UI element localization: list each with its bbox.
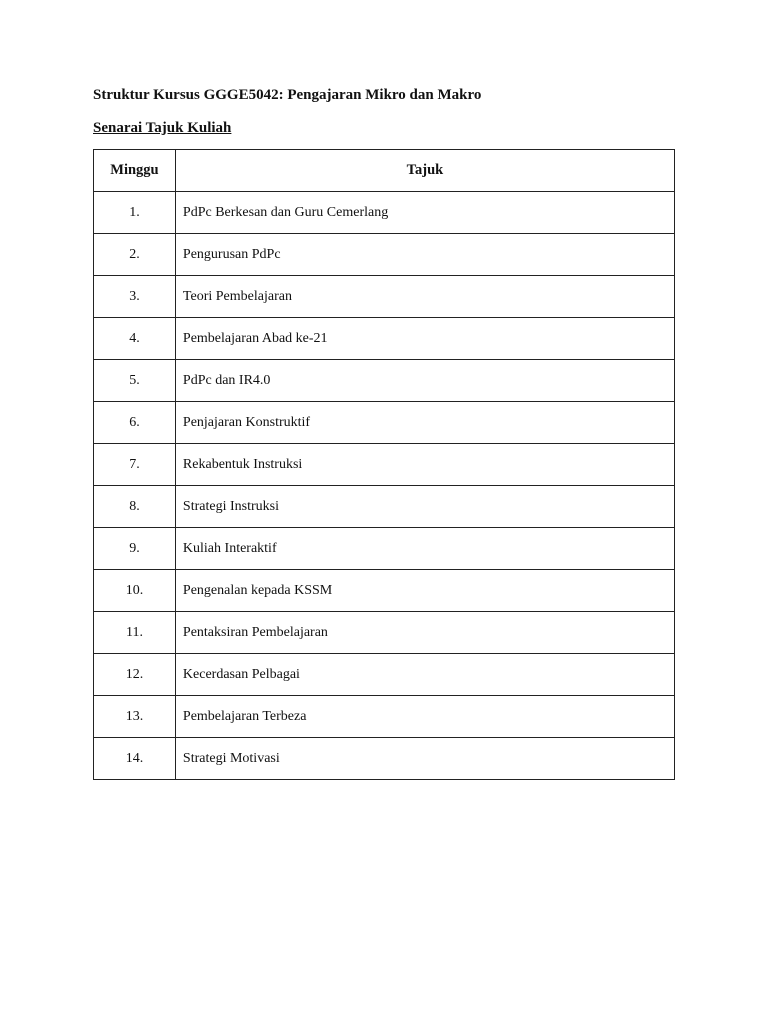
table-row (94, 402, 675, 444)
week-number-cell: 11. (94, 612, 176, 654)
table-row (94, 570, 675, 612)
week-number-cell: 13. (94, 696, 176, 738)
table-row (94, 444, 675, 486)
week-number-cell: 3. (94, 276, 176, 318)
document-title: Struktur Kursus GGGE5042: Pengajaran Mikro dan Makro (93, 87, 482, 103)
table-row (94, 654, 675, 696)
table-row (94, 234, 675, 276)
table-row (94, 738, 675, 780)
week-number-cell: 4. (94, 318, 176, 360)
topic-cell: Pembelajaran Abad ke-21 (175, 318, 674, 360)
week-number-cell: 10. (94, 570, 176, 612)
topic-cell: Strategi Motivasi (175, 738, 674, 780)
table-row (94, 528, 675, 570)
table-row (94, 486, 675, 528)
topic-cell: PdPc dan IR4.0 (175, 360, 674, 402)
week-number-cell: 6. (94, 402, 176, 444)
week-number-cell: 1. (94, 192, 176, 234)
topic-cell: Strategi Instruksi (175, 486, 674, 528)
week-number-cell: 8. (94, 486, 176, 528)
topic-cell: Kuliah Interaktif (175, 528, 674, 570)
table-body (94, 192, 675, 780)
header-week: Minggu (94, 150, 176, 192)
table-row (94, 360, 675, 402)
week-number-cell: 2. (94, 234, 176, 276)
topic-cell: Rekabentuk Instruksi (175, 444, 674, 486)
week-number-cell: 9. (94, 528, 176, 570)
topic-cell: Pembelajaran Terbeza (175, 696, 674, 738)
week-number-cell: 14. (94, 738, 176, 780)
table-row (94, 318, 675, 360)
table-header-row (94, 150, 675, 192)
topic-cell: Penjajaran Konstruktif (175, 402, 674, 444)
topic-cell: Kecerdasan Pelbagai (175, 654, 674, 696)
week-number-cell: 7. (94, 444, 176, 486)
topic-cell: Teori Pembelajaran (175, 276, 674, 318)
section-title: Senarai Tajuk Kuliah (93, 120, 232, 136)
topic-cell: Pengenalan kepada KSSM (175, 570, 674, 612)
lecture-topics-table (93, 149, 675, 780)
table-row (94, 612, 675, 654)
table-row (94, 276, 675, 318)
table-row (94, 696, 675, 738)
table-row (94, 192, 675, 234)
topic-cell: Pengurusan PdPc (175, 234, 674, 276)
topic-cell: Pentaksiran Pembelajaran (175, 612, 674, 654)
week-number-cell: 5. (94, 360, 176, 402)
header-topic: Tajuk (175, 150, 674, 192)
week-number-cell: 12. (94, 654, 176, 696)
topic-cell: PdPc Berkesan dan Guru Cemerlang (175, 192, 674, 234)
